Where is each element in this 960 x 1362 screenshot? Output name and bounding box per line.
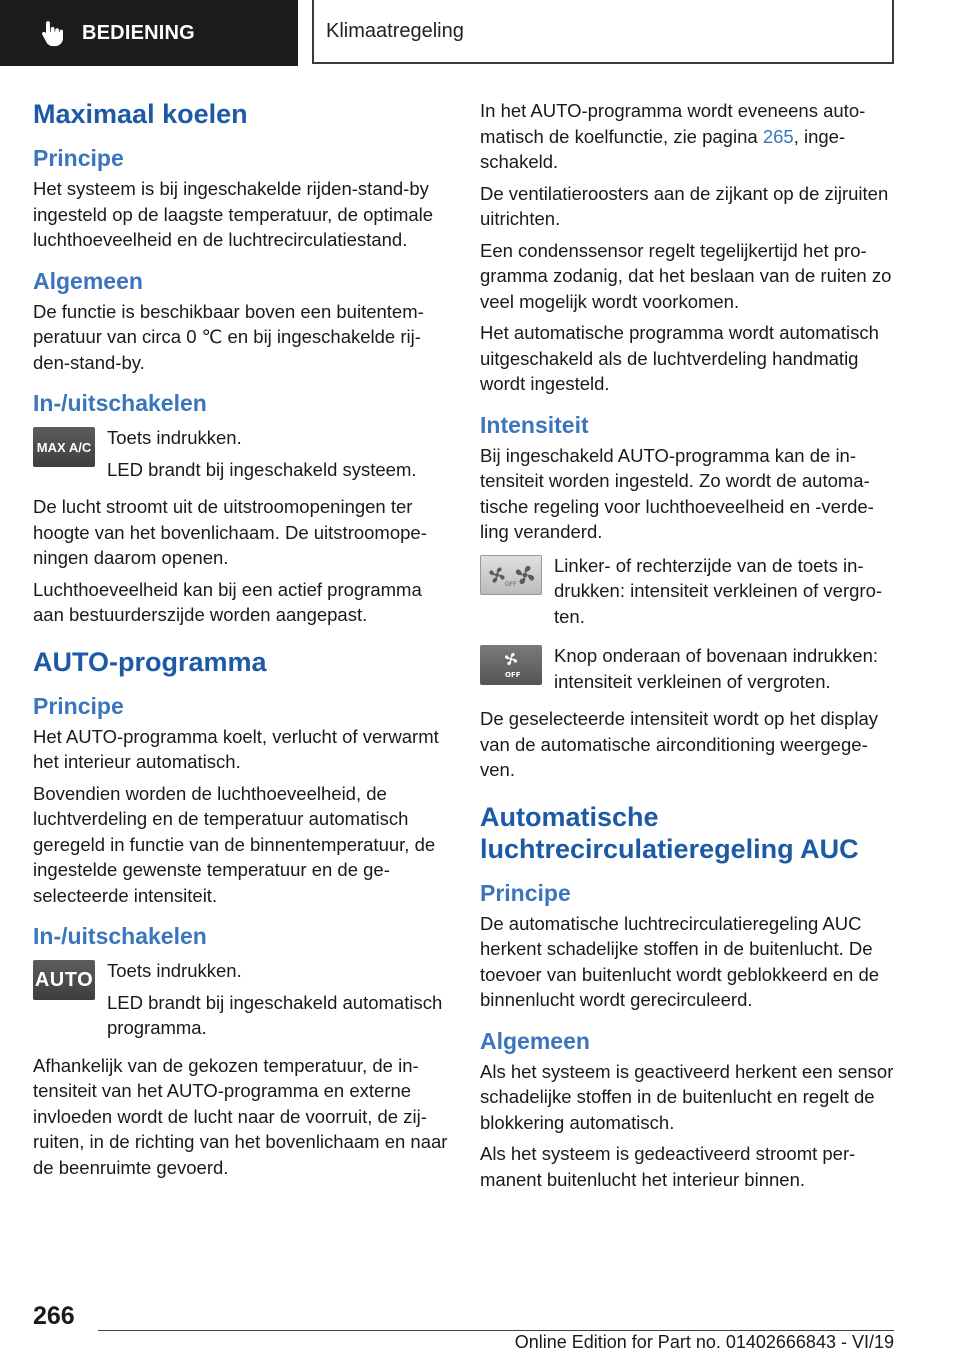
fan-toggle-button-image — [480, 555, 542, 595]
fan-rocker-button-image — [480, 645, 542, 685]
heading-principe: Principe — [33, 145, 124, 171]
edition-text: Online Edition for Part no. 01402666843 - VI/19 — [514, 1332, 894, 1352]
paragraph: De ventilatieroosters aan de zijkant op de zijruiten uitrichten. — [480, 182, 889, 229]
heading-principe: Principe — [480, 879, 571, 906]
paragraph: Toets indrukken. — [107, 960, 242, 981]
heading-algemeen: Algemeen — [33, 267, 143, 294]
right-column — [480, 98, 896, 1198]
auto-instruction — [33, 958, 449, 1047]
chapter-label: Klimaatregeling — [326, 19, 464, 42]
paragraph: Knop onderaan of bovenaan indrukken: intensiteit verkleinen of vergroten. — [554, 645, 879, 692]
paragraph: Bij ingeschakeld AUTO-programma kan de intensiteit worden ingesteld. Zo wordt de automatische regeling voor luchthoeveelheid en -verdeling veranderd. — [480, 444, 874, 542]
paragraph: Als het systeem is geactiveerd herkent een sensor schadelijke stoffen in de buitenlucht en regelt de blokkering automatisch. — [480, 1060, 894, 1133]
text-span: In het AUTO-programma wordt eveneens automatisch de koelfunctie, zie pagina — [480, 100, 866, 147]
paragraph: Het AUTO-programma koelt, verlucht of verwarmt het interieur automatisch. — [33, 725, 439, 772]
heading-in-uitschakelen: In-/uitschakelen — [33, 923, 207, 949]
fan-button-instruction — [480, 553, 896, 636]
svg-text:OFF: OFF — [505, 671, 521, 679]
hand-pointer-icon — [38, 18, 68, 48]
paragraph: De lucht stroomt uit de uitstroomopeningen ter hoogte van het bovenlichaam. De uitstroomopeningen daarom openen. — [33, 496, 427, 568]
heading-intensiteit: Intensiteit — [480, 411, 589, 438]
paragraph — [480, 98, 896, 175]
paragraph: Als het systeem is gedeactiveerd stroomt permanent buitenlucht het interieur binnen. — [480, 1143, 856, 1190]
maxac-instruction — [33, 425, 449, 488]
footer-divider — [98, 1330, 894, 1331]
svg-text:OFF: OFF — [505, 580, 517, 588]
page-number: 266 — [33, 1302, 75, 1330]
page-footer — [0, 1290, 960, 1362]
maxac-button-image — [33, 427, 95, 467]
heading-auto-programma: AUTO-programma — [33, 646, 267, 677]
paragraph: De geselecteerde intensiteit wordt op het display van de automatische airconditioning weergegeven. — [480, 708, 878, 780]
chapter-tab — [312, 0, 894, 64]
paragraph: Een condenssensor regelt tegelijkertijd het programma zodanig, dat het beslaan van de ruiten zo veel mogelijk wordt voorkomen. — [480, 239, 892, 312]
maxac-button-label: MAX A/C — [36, 439, 92, 455]
heading-algemeen: Algemeen — [480, 1027, 590, 1054]
text-span: , ingeschakeld. — [480, 125, 846, 172]
auto-button-label: AUTO — [34, 968, 94, 991]
paragraph: LED brandt bij ingeschakeld systeem. — [107, 458, 417, 480]
auto-button-image — [33, 960, 95, 1000]
paragraph: Het automatische programma wordt automatisch uitgeschakeld als de luchtverdeling handmatig wordt ingesteld. — [480, 322, 879, 394]
heading-in-uitschakelen: In-/uitschakelen — [33, 390, 207, 416]
heading-auc: Automatische luchtrecirculatieregeling AUC — [480, 801, 859, 864]
paragraph: De functie is beschikbaar boven een buitentemperatuur van circa 0 ℃ en bij ingeschakelde rijden-stand-by. — [33, 300, 424, 373]
heading-maximaal-koelen: Maximaal koelen — [33, 99, 248, 129]
section-label: BEDIENING — [82, 21, 195, 44]
page-reference-link[interactable]: 265 — [762, 125, 794, 147]
heading-principe: Principe — [33, 692, 124, 719]
paragraph: Luchthoeveelheid kan bij een actief programma aan bestuurderszijde worden aangepast. — [33, 578, 422, 625]
rocker-button-instruction — [480, 643, 896, 700]
page-header — [0, 0, 960, 66]
paragraph: Afhankelijk van de gekozen temperatuur, de intensiteit van het AUTO-programma en externe invloeden wordt de lucht naar de voorruit, de zijruiten, in de richting van het bovenlichaam en naar de beenruimte gevoerd. — [33, 1054, 448, 1178]
paragraph: Bovendien worden de luchthoeveelheid, de luchtverdeling en de temperatuur automatisch geregeld in functie van de binnentemperatuur, de ingestelde gewenste temperatuur en de geselecteerde intensiteit. — [33, 782, 436, 906]
fan-icon — [483, 560, 539, 590]
section-tab — [0, 0, 298, 66]
left-column — [33, 98, 449, 1186]
paragraph: Linker- of rechterzijde van de toets indrukken: intensiteit verkleinen of vergroten. — [554, 554, 883, 627]
paragraph: Toets indrukken. — [107, 427, 242, 448]
fan-icon — [491, 649, 531, 681]
paragraph: LED brandt bij ingeschakeld automatisch programma. — [107, 991, 443, 1038]
paragraph: De automatische luchtrecirculatieregeling AUC herkent schadelijke stoffen in de buitenlucht. De toevoer van buitenlucht wordt geblokkeerd en de binnenlucht wordt gerecirculeerd. — [480, 912, 880, 1010]
paragraph: Het systeem is bij ingeschakelde rijden-stand-by ingesteld op de laagste temperatuur, de optimale luchthoeveelheid en de luchtrecirculatiestand. — [33, 178, 434, 250]
